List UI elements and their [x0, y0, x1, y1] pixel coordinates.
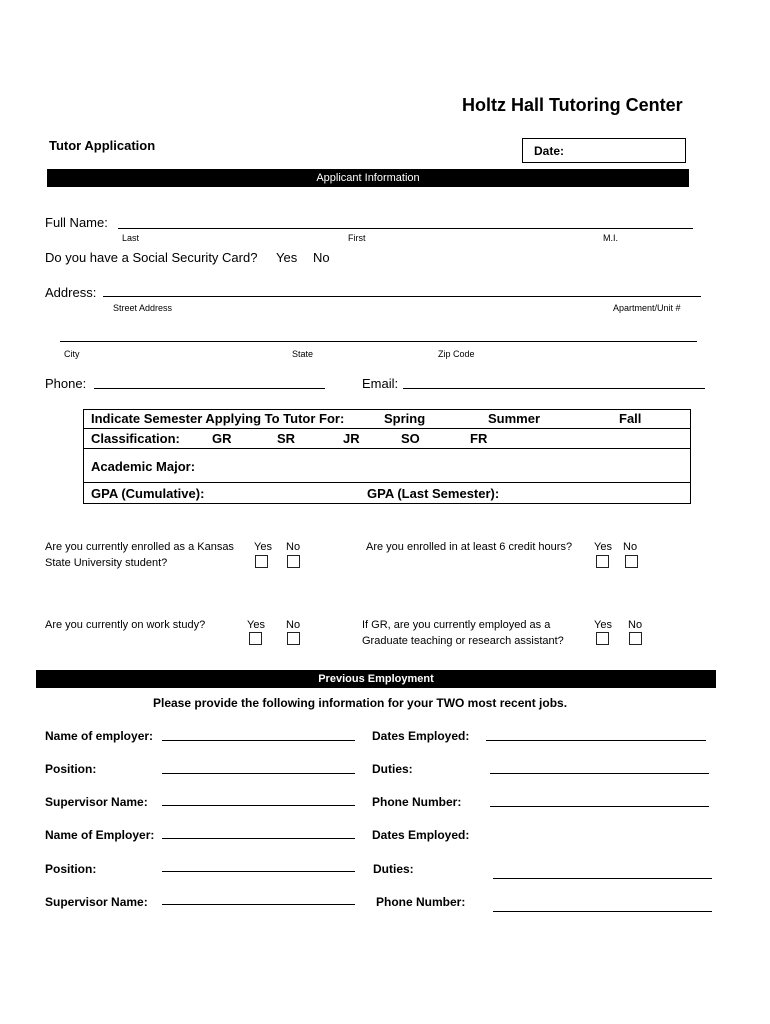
- ksu-yes-label: Yes: [254, 541, 272, 553]
- form-subtitle: Tutor Application: [49, 138, 156, 153]
- ksu-enrolled-question: Are you currently enrolled as a Kansas State University student?: [45, 541, 234, 569]
- email-input[interactable]: [403, 388, 705, 389]
- position-2-label: Position:: [45, 862, 97, 876]
- address-label: Address:: [45, 285, 97, 300]
- phone-input[interactable]: [94, 388, 325, 389]
- employer-2-label: Name of Employer:: [45, 828, 155, 842]
- classification-jr-option[interactable]: JR: [343, 431, 360, 446]
- employer-2-input[interactable]: [162, 838, 355, 839]
- academic-major-label: Academic Major:: [91, 459, 196, 474]
- full-name-input[interactable]: [118, 228, 693, 229]
- supervisor-2-input[interactable]: [162, 904, 355, 905]
- assistantship-no-checkbox[interactable]: [629, 632, 642, 645]
- ksu-no-checkbox[interactable]: [287, 555, 300, 568]
- work-study-no-checkbox[interactable]: [287, 632, 300, 645]
- dates-employed-1-input[interactable]: [486, 740, 706, 741]
- ksu-yes-checkbox[interactable]: [255, 555, 268, 568]
- zip-caption: Zip Code: [438, 349, 475, 359]
- applicant-section-header: [47, 169, 689, 187]
- supervisor-1-input[interactable]: [162, 805, 355, 806]
- semester-spring-option[interactable]: Spring: [384, 411, 426, 426]
- email-label: Email:: [362, 376, 399, 391]
- duties-2-label: Duties:: [373, 862, 414, 876]
- semester-fall-option[interactable]: Fall: [619, 411, 642, 426]
- phone-number-1-label: Phone Number:: [372, 795, 462, 809]
- position-1-label: Position:: [45, 762, 97, 776]
- employment-instructions: Please provide the following information for your TWO most recent jobs.: [153, 696, 568, 710]
- dates-employed-2-label: Dates Employed:: [372, 828, 470, 842]
- first-name-caption: First: [348, 233, 366, 243]
- duties-2-input[interactable]: [493, 878, 712, 879]
- supervisor-1-label: Supervisor Name:: [45, 795, 148, 809]
- street-address-caption: Street Address: [113, 303, 173, 313]
- assistantship-yes-label: Yes: [594, 619, 612, 631]
- position-2-input[interactable]: [162, 871, 355, 872]
- employment-section-label: Previous Employment: [318, 673, 434, 685]
- middle-initial-caption: M.I.: [603, 233, 618, 243]
- credit-hours-yes-label: Yes: [594, 541, 612, 553]
- table-divider: [84, 482, 690, 483]
- dates-employed-1-label: Dates Employed:: [372, 729, 470, 743]
- classification-fr-option[interactable]: FR: [470, 431, 488, 446]
- state-caption: State: [292, 349, 314, 359]
- table-divider: [84, 448, 690, 449]
- ssn-no-option[interactable]: No: [313, 250, 330, 265]
- phone-number-1-input[interactable]: [490, 806, 709, 807]
- applicant-section-label: Applicant Information: [316, 172, 420, 184]
- full-name-label: Full Name:: [45, 215, 108, 230]
- ssn-yes-option[interactable]: Yes: [276, 250, 298, 265]
- form-title: Holtz Hall Tutoring Center: [462, 95, 683, 115]
- work-study-yes-checkbox[interactable]: [249, 632, 262, 645]
- position-1-input[interactable]: [162, 773, 355, 774]
- phone-number-2-input[interactable]: [493, 911, 712, 912]
- date-label: Date:: [534, 144, 565, 158]
- credit-hours-no-label: No: [623, 541, 638, 553]
- ksu-no-label: No: [286, 541, 301, 553]
- phone-label: Phone:: [45, 376, 87, 391]
- work-study-no-label: No: [286, 619, 301, 631]
- classification-label: Classification:: [91, 431, 180, 446]
- assistantship-yes-checkbox[interactable]: [596, 632, 609, 645]
- city-caption: City: [64, 349, 80, 359]
- semester-question: Indicate Semester Applying To Tutor For:: [91, 411, 345, 426]
- work-study-yes-label: Yes: [247, 619, 265, 631]
- semester-summer-option[interactable]: Summer: [488, 411, 541, 426]
- gpa-last-semester-label: GPA (Last Semester):: [367, 486, 500, 501]
- supervisor-2-label: Supervisor Name:: [45, 895, 148, 909]
- gpa-cumulative-label: GPA (Cumulative):: [91, 486, 205, 501]
- employment-section-header: [36, 670, 716, 688]
- last-name-caption: Last: [122, 233, 140, 243]
- employer-1-input[interactable]: [162, 740, 355, 741]
- work-study-question: Are you currently on work study?: [45, 619, 206, 631]
- duties-1-label: Duties:: [372, 762, 413, 776]
- ssn-question: Do you have a Social Security Card?: [45, 250, 258, 265]
- assistantship-no-label: No: [628, 619, 643, 631]
- date-field[interactable]: [522, 138, 686, 163]
- classification-so-option[interactable]: SO: [401, 431, 420, 446]
- apartment-caption: Apartment/Unit #: [613, 303, 681, 313]
- street-address-input[interactable]: [103, 296, 701, 297]
- employer-1-label: Name of employer:: [45, 729, 154, 743]
- classification-sr-option[interactable]: SR: [277, 431, 296, 446]
- credit-hours-yes-checkbox[interactable]: [596, 555, 609, 568]
- credit-hours-question: Are you enrolled in at least 6 credit hours?: [366, 541, 573, 553]
- credit-hours-no-checkbox[interactable]: [625, 555, 638, 568]
- assistantship-question: If GR, are you currently employed as a Graduate teaching or research assistant?: [362, 619, 564, 647]
- classification-gr-option[interactable]: GR: [212, 431, 232, 446]
- table-divider: [84, 428, 690, 429]
- duties-1-input[interactable]: [490, 773, 709, 774]
- city-state-zip-input[interactable]: [60, 341, 697, 342]
- phone-number-2-label: Phone Number:: [376, 895, 466, 909]
